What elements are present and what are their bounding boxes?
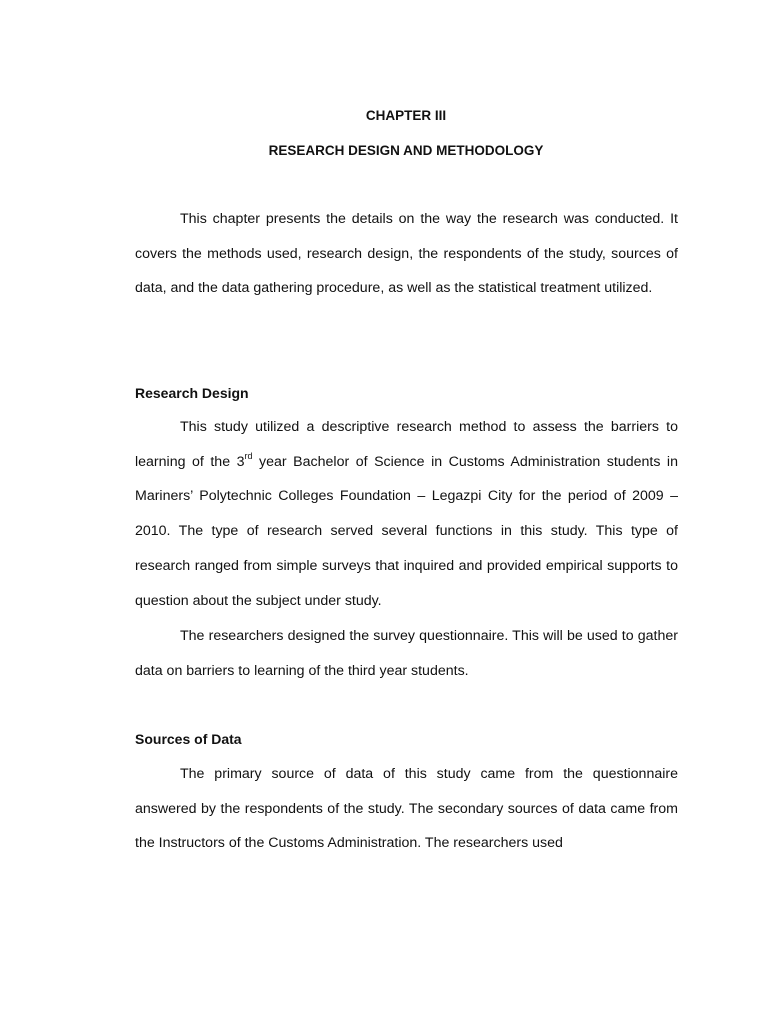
research-design-paragraph-2: The researchers designed the survey questionnaire. This will be used to gather data on barriers to learning of the third year students. — [135, 628, 678, 679]
research-design-paragraph-1 — [135, 410, 678, 618]
chapter-title: CHAPTER III — [365, 108, 447, 123]
ordinal-superscript: rd — [244, 450, 253, 461]
sources-of-data-paragraph-1: The primary source of data of this study came from the questionnaire answered by the respondents of the study. The secondary sources of data came from the Instructors of the Customs Administration. The researchers used — [135, 766, 678, 852]
rd-para1-text-after: year Bachelor of Science in Customs Administration students in Mariners’ Polytechnic Colleges Foundation – Legazpi City for the period of 2009 – 2010. The type of research served several functions in this study. This type of research ranged from simple surveys that inquired and provided empirical supports to question about the subject under study. — [135, 453, 678, 609]
sources-of-data-heading: Sources of Data — [135, 731, 242, 747]
chapter-subtitle: RESEARCH DESIGN AND METHODOLOGY — [268, 143, 544, 158]
intro-paragraph: This chapter presents the details on the way the research was conducted. It covers the methods used, research design, the respondents of the study, sources of data, and the data gathering procedure, as well as the statistical treatment utilized. — [135, 211, 678, 297]
research-design-heading: Research Design — [135, 385, 249, 401]
rd-para1-text-before: This study utilized a descriptive research method to assess the barriers to learning of the 3 — [135, 419, 678, 470]
